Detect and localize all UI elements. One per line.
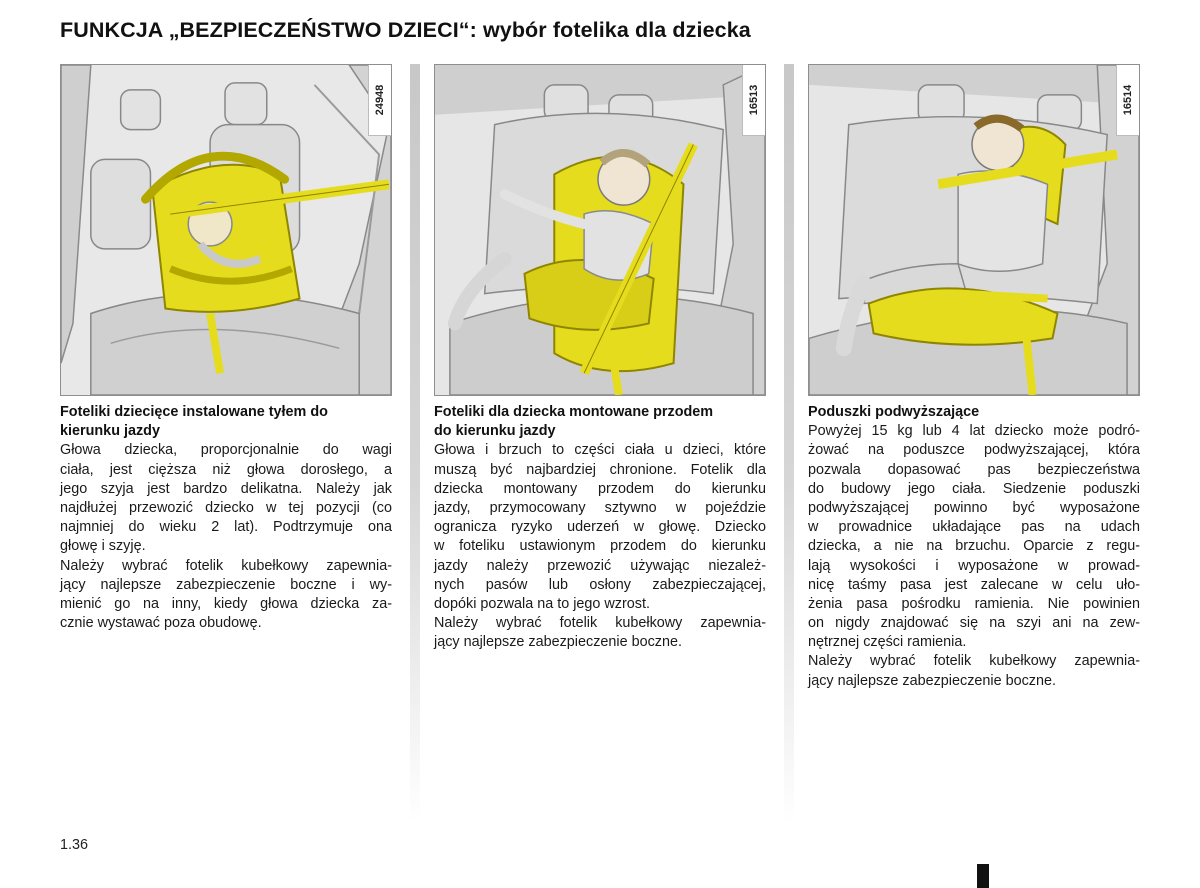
body-line: do budowy jego ciała. Siedzenie poduszki <box>808 480 1140 497</box>
forward-facing-seat-figure <box>434 64 766 396</box>
heading-line: Foteliki dziecięce instalowane tyłem do <box>60 404 328 420</box>
figure-code-label: 16513 <box>742 65 765 136</box>
body-line: nicę taśmy pasa jest zalecane w celu uło- <box>808 576 1140 593</box>
body-line: nętrznej części ramienia. <box>808 634 967 651</box>
section-body <box>808 422 1140 691</box>
body-line: w foteliku ustawionym przodem do kierunku <box>434 538 766 555</box>
figure-code-label: 16514 <box>1116 65 1139 136</box>
body-line: ogranicza ryzyko uderzeń w głowę. Dziecko <box>434 519 766 536</box>
body-line: Należy wybrać fotelik kubełkowy zapewnia- <box>808 653 1140 670</box>
heading-line: Poduszki podwyższające <box>808 404 980 420</box>
body-line: żować na poduszce podwyższającej, która <box>808 442 1140 459</box>
rear-facing-baby-seat-illustration <box>61 65 391 395</box>
body-line: on nigdy znajdować się na szyi ani na zew- <box>808 615 1140 632</box>
body-line: Głowa i brzuch to części ciała u dzieci, które <box>434 442 766 459</box>
body-line: ciała, jest cięższa niż głowa dorosłego, a <box>60 461 392 478</box>
body-line: muszą być najbardziej chronione. Fotelik dla <box>434 461 766 478</box>
body-line: Należy wybrać fotelik kubełkowy zapewnia- <box>60 557 392 574</box>
section-heading <box>808 403 1140 422</box>
body-line: podwyższającej powinno być wyposażone <box>808 499 1140 516</box>
body-line: żenia pasa pośrodku ramienia. Nie powinien <box>808 595 1140 612</box>
page-title: FUNKCJA „BEZPIECZEŃSTWO DZIECI“: wybór fotelika dla dziecka <box>60 18 751 42</box>
body-line: jący najlepsze zabezpieczenie boczne. <box>808 672 1056 689</box>
body-line: jazdy, przymocowany sztywno w pojeździe <box>434 499 766 516</box>
body-line: Należy wybrać fotelik kubełkowy zapewnia- <box>434 615 766 632</box>
page-number: 1.36 <box>60 837 89 853</box>
body-line: nych pasów lub osłony zabezpieczającej, <box>434 576 766 593</box>
body-line: Głowa dziecka, proporcjonalnie do wagi <box>60 442 392 459</box>
body-line: jego szyja jest bardzo delikatna. Należy jak <box>60 480 392 497</box>
body-line: najmniej do wieku 2 lat). Podtrzymuje ona <box>60 519 392 536</box>
body-line: dopóki pozwala na to jego wzrost. <box>434 595 650 612</box>
body-line: mienić go na inny, kiedy głowa dziecka za- <box>60 595 392 612</box>
body-line: Powyżej 15 kg lub 4 lat dziecko może podró- <box>808 423 1140 440</box>
body-line: dziecka montowany przodem do kierunku <box>434 480 766 497</box>
figure-code-label: 24948 <box>368 65 391 136</box>
section-booster-cushion <box>808 64 1140 691</box>
column-divider <box>410 64 420 824</box>
section-rear-facing <box>60 64 392 633</box>
booster-cushion-figure <box>808 64 1140 396</box>
thumb-index-tab <box>977 864 989 888</box>
body-line: jący najlepsze zabezpieczenie boczne. <box>434 634 682 651</box>
body-line: jazdy należy przewozić używając niezależ- <box>434 557 766 574</box>
column-divider <box>784 64 794 824</box>
heading-line: do kierunku jazdy <box>434 423 556 440</box>
heading-line: Foteliki dla dziecka montowane przodem <box>434 404 714 420</box>
body-line: w prowadnice układające pas na udach <box>808 519 1140 536</box>
forward-facing-child-seat-illustration <box>435 65 765 395</box>
section-forward-facing <box>434 64 766 652</box>
body-line: cznie wystawać poza obudowę. <box>60 615 262 632</box>
section-heading <box>434 403 766 441</box>
body-line: jący najlepsze zabezpieczenie boczne i wy- <box>60 576 392 593</box>
body-line: najdłużej przewozić dziecko w tej pozycji (co <box>60 499 392 516</box>
body-line: lają wysokości i wyposażone w prowad- <box>808 557 1140 574</box>
rear-facing-seat-figure <box>60 64 392 396</box>
booster-cushion-illustration <box>809 65 1139 395</box>
section-heading <box>60 403 392 441</box>
body-line: głowę i szyję. <box>60 538 146 555</box>
body-line: pozwala dopasować pas bezpieczeństwa <box>808 461 1140 478</box>
section-body <box>60 441 392 633</box>
body-line: dziecka, a nie na brzuchu. Oparcie z regu- <box>808 538 1140 555</box>
heading-line: kierunku jazdy <box>60 423 160 440</box>
section-body <box>434 441 766 652</box>
